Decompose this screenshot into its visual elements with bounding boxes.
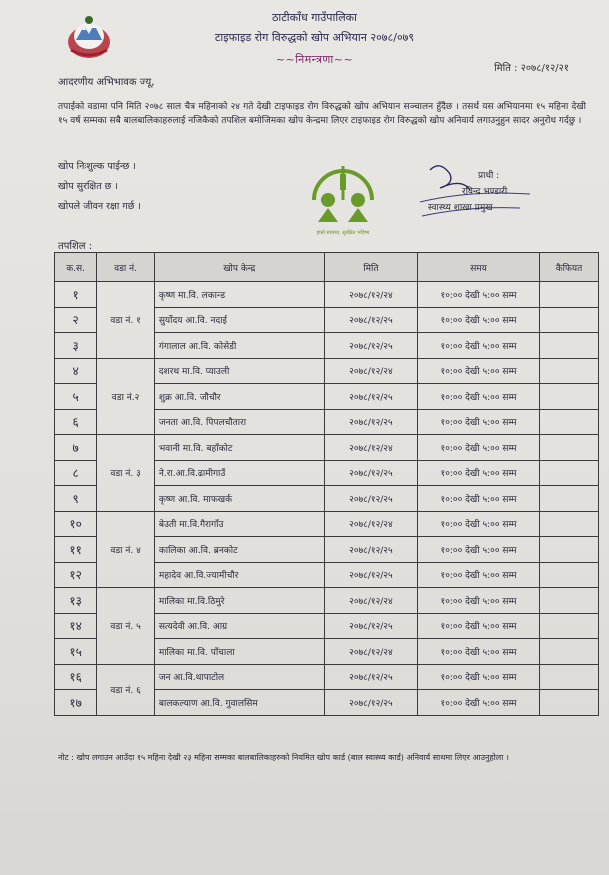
date-cell: २०७८/१२/२५ <box>324 613 417 639</box>
col-header-center: खोप केन्द्र <box>154 253 324 282</box>
date-cell: २०७८/१२/२५ <box>324 460 417 486</box>
remarks-cell <box>539 690 598 716</box>
date-cell: २०७८/१२/२५ <box>324 486 417 512</box>
vaccination-center-cell: मालिका मा.वि.ठिमुरे <box>154 588 324 614</box>
invitation-heading: ~~निमन्त्रणा~~ <box>275 53 354 66</box>
col-header-time: समय <box>418 253 540 282</box>
time-cell: १०:०० देखी ५:०० सम्म <box>418 435 540 461</box>
table-row <box>55 588 599 614</box>
serial-number-cell: १६ <box>55 664 97 690</box>
vaccination-center-cell: ने.रा.आ.वि.ढामीगाउँ <box>154 460 324 486</box>
vaccination-center-cell: जनता आ.वि. पिपलचौतारा <box>154 409 324 435</box>
serial-number-cell: १५ <box>55 639 97 665</box>
vaccination-center-cell: कृष्ण आ.वि. माफखर्क <box>154 486 324 512</box>
slogan-item: खोप निःशुल्क पाईन्छ । <box>58 161 136 172</box>
date-cell: २०७८/१२/२४ <box>324 358 417 384</box>
time-cell: १०:०० देखी ५:०० सम्म <box>418 537 540 563</box>
col-header-sn: क.स. <box>55 253 97 282</box>
table-header-row <box>55 253 599 282</box>
date-cell: २०७८/१२/२४ <box>324 511 417 537</box>
time-cell: १०:०० देखी ५:०० सम्म <box>418 613 540 639</box>
col-header-remarks: कैफियत <box>539 253 598 282</box>
vaccination-center-cell: सुर्योदय आ.वि. नदाई <box>154 307 324 333</box>
vaccination-center-cell: कालिका आ.वि. ब्रनकोट <box>154 537 324 563</box>
remarks-cell <box>539 358 598 384</box>
table-row <box>55 664 599 690</box>
serial-number-cell: ८ <box>55 460 97 486</box>
col-header-ward: वडा नं. <box>97 253 155 282</box>
time-cell: १०:०० देखी ५:०० सम्म <box>418 562 540 588</box>
serial-number-cell: ६ <box>55 409 97 435</box>
signatory-post: स्वास्थ्य शाखा प्रमुख <box>428 203 493 213</box>
table-row <box>55 435 599 461</box>
serial-number-cell: १२ <box>55 562 97 588</box>
serial-number-cell: ४ <box>55 358 97 384</box>
serial-number-cell: १७ <box>55 690 97 716</box>
remarks-cell <box>539 639 598 665</box>
remarks-cell <box>539 282 598 308</box>
slogan-item: खोपले जीवन रक्षा गर्छ । <box>58 201 141 212</box>
remarks-cell <box>539 486 598 512</box>
time-cell: १०:०० देखी ५:०० सम्म <box>418 588 540 614</box>
remarks-cell <box>539 333 598 359</box>
campaign-title: टाइफाइड रोग विरुद्धको खोप अभियान २०७८/०७९ <box>214 31 415 44</box>
time-cell: १०:०० देखी ५:०० सम्म <box>418 358 540 384</box>
serial-number-cell: १ <box>55 282 97 308</box>
serial-number-cell: १४ <box>55 613 97 639</box>
date-cell: २०७८/१२/२५ <box>324 537 417 563</box>
vaccination-center-cell: भवानी मा.वि. बहाँकोट <box>154 435 324 461</box>
serial-number-cell: २ <box>55 307 97 333</box>
vaccination-center-cell: कृष्ण मा.वि. लकान्ड <box>154 282 324 308</box>
time-cell: १०:०० देखी ५:०० सम्म <box>418 307 540 333</box>
serial-number-cell: १० <box>55 511 97 537</box>
serial-number-cell: ११ <box>55 537 97 563</box>
table-row <box>55 358 599 384</box>
date-cell: २०७८/१२/२५ <box>324 409 417 435</box>
serial-number-cell: १३ <box>55 588 97 614</box>
time-cell: १०:०० देखी ५:०० सम्म <box>418 664 540 690</box>
date-cell: २०७८/१२/२५ <box>324 307 417 333</box>
vaccination-center-cell: बालकल्याण आ.वि. गुवालसिम <box>154 690 324 716</box>
body-paragraph: तपाईको वडामा पनि मिति २०७८ साल चैत्र महिनाको २४ गते देखी टाइफाइड रोग विरुद्धको खोप अभियान सञ्चालन हुँदैछ । तसर्थ यस अभियानमा १५ महिना देखी १५ वर्ष सम्मका सबै बालबालिकाहरुलाई नजिकैको तपशिल बमोजिमका खोप केन्द्रमा लिएर टाइफाइड रोग विरुद्धको खोप अनिवार्य लगाउनुहुन सादर अनुरोध गर्दछु । <box>58 102 586 126</box>
remarks-cell <box>539 460 598 486</box>
table-label: तपशिल : <box>58 241 93 252</box>
remarks-cell <box>539 435 598 461</box>
footer-note: नोट : खोप लगाउन आउँदा १५ महिना देखी २३ महिना सम्मका बालबालिकाहरुको नियमित खोप कार्ड (बाल स्वास्थ्य कार्ड) अनिवार्य साथमा लिएर आउनुहोला । <box>58 753 509 762</box>
time-cell: १०:०० देखी ५:०० सम्म <box>418 384 540 410</box>
time-cell: १०:०० देखी ५:०० सम्म <box>418 639 540 665</box>
time-cell: १०:०० देखी ५:०० सम्म <box>418 511 540 537</box>
vaccination-schedule-table <box>54 252 599 716</box>
time-cell: १०:०० देखी ५:०० सम्म <box>418 690 540 716</box>
vaccination-center-cell: दशरथ मा.वि. प्याउली <box>154 358 324 384</box>
date-cell: २०७८/१२/२५ <box>324 664 417 690</box>
table-row <box>55 511 599 537</box>
serial-number-cell: ३ <box>55 333 97 359</box>
slogan-item: खोप सुरक्षित छ । <box>58 181 118 192</box>
remarks-cell <box>539 562 598 588</box>
remarks-cell <box>539 613 598 639</box>
vaccination-center-cell: सत्यदेवी आ.वि. आग्र <box>154 613 324 639</box>
office-name: ठाटीकाँध गाउँपालिका <box>272 11 357 24</box>
remarks-cell <box>539 384 598 410</box>
remarks-cell <box>539 537 598 563</box>
date-cell: २०७८/१२/२५ <box>324 690 417 716</box>
time-cell: १०:०० देखी ५:०० सम्म <box>418 282 540 308</box>
ward-cell: वडा नं. ५ <box>97 588 155 665</box>
date-cell: २०७८/१२/२४ <box>324 588 417 614</box>
time-cell: १०:०० देखी ५:०० सम्म <box>418 333 540 359</box>
remarks-cell <box>539 409 598 435</box>
signature-label: प्राधी : <box>478 171 500 181</box>
notice-date: मिति : २०७८/१२/२१ <box>494 63 569 74</box>
serial-number-cell: ७ <box>55 435 97 461</box>
ward-cell: वडा नं. ३ <box>97 435 155 512</box>
vaccination-center-cell: गंगालाल आ.वि. कोसेडी <box>154 333 324 359</box>
serial-number-cell: ५ <box>55 384 97 410</box>
vaccination-center-cell: महादेव आ.वि.ज्यामीचौर <box>154 562 324 588</box>
col-header-date: मिति <box>324 253 417 282</box>
vaccination-center-cell: शुक्र आ.वि. जौचौर <box>154 384 324 410</box>
remarks-cell <box>539 588 598 614</box>
vaccination-children-logo-icon <box>300 160 386 238</box>
remarks-cell <box>539 307 598 333</box>
time-cell: १०:०० देखी ५:०० सम्म <box>418 409 540 435</box>
slogan-list <box>58 157 141 217</box>
remarks-cell <box>539 664 598 690</box>
salutation: आदरणीय अभिभावक ज्यू, <box>58 77 155 88</box>
remarks-cell <box>539 511 598 537</box>
time-cell: १०:०० देखी ५:०० सम्म <box>418 460 540 486</box>
serial-number-cell: ९ <box>55 486 97 512</box>
date-cell: २०७८/१२/२५ <box>324 333 417 359</box>
date-cell: २०७८/१२/२४ <box>324 639 417 665</box>
vaccination-center-cell: बेउती मा.वि.गैरागाँउ <box>154 511 324 537</box>
ward-cell: वडा नं. ६ <box>97 664 155 715</box>
ward-cell: वडा नं.२ <box>97 358 155 435</box>
table-row <box>55 282 599 308</box>
date-cell: २०७८/१२/२४ <box>324 435 417 461</box>
date-cell: २०७८/१२/२४ <box>324 282 417 308</box>
signatory-name: रविन्द्र भण्डारी <box>462 187 508 197</box>
ward-cell: वडा नं. ४ <box>97 511 155 588</box>
vaccination-center-cell: मालिका मा.वि. पाँचाला <box>154 639 324 665</box>
logo-caption: हाम्रो स्वास्थ्य, सुरक्षित भविष्य <box>316 230 370 236</box>
vaccination-center-cell: जन आ.वि.थापाटोल <box>154 664 324 690</box>
time-cell: १०:०० देखी ५:०० सम्म <box>418 486 540 512</box>
date-cell: २०७८/१२/२५ <box>324 562 417 588</box>
ward-cell: वडा नं. १ <box>97 282 155 359</box>
date-cell: २०७८/१२/२५ <box>324 384 417 410</box>
